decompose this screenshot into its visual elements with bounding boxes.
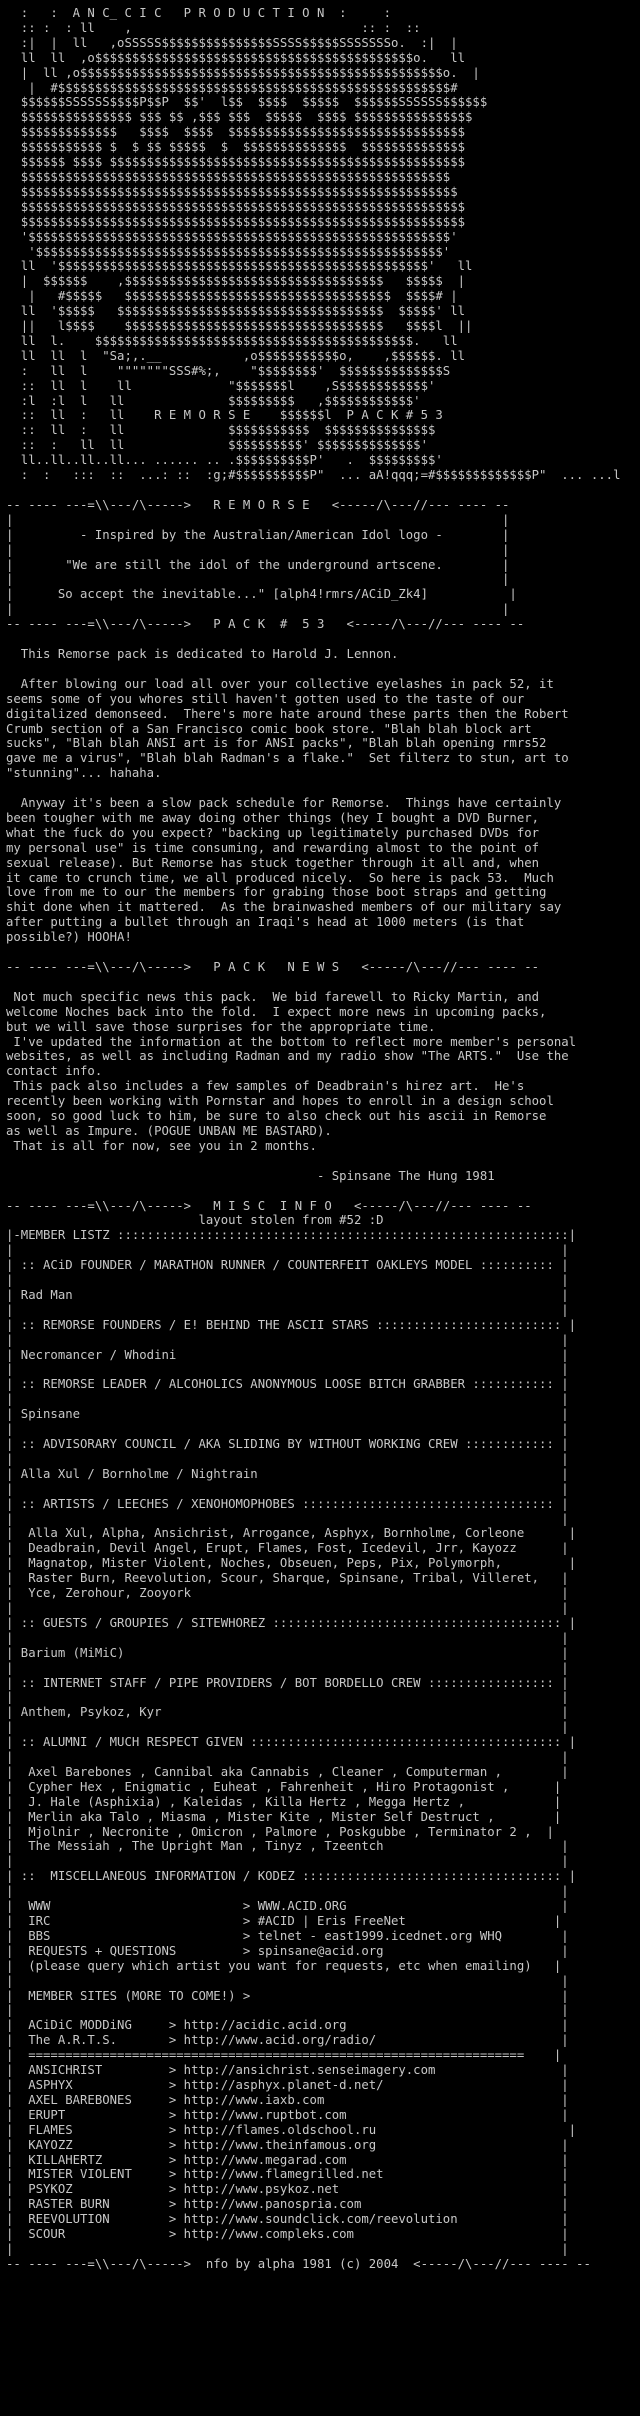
- nfo-line: | ACiDiC MODDiNG > http://acidic.acid.org |: [6, 2018, 569, 2033]
- nfo-line: | BBS > telnet - east1999.icednet.org WHQ |: [6, 1928, 569, 1943]
- nfo-line: Anyway it's been a slow pack schedule for Remorse. Things have certainly: [6, 796, 562, 811]
- nfo-line: sucks", "Blah blah ANSI art is for ANSI packs", "Blah blah opening rmrs52: [6, 736, 547, 751]
- nfo-line: | :: ARTISTS / LEECHES / XENOHOMOPHOBES :::::::::::::::::::::::::::::::::: |: [6, 1496, 569, 1511]
- nfo-line: | Spinsane |: [6, 1407, 569, 1422]
- nfo-line: That is all for now, see you in 2 months.: [6, 1138, 317, 1153]
- nfo-line: | RASTER BURN > http://www.panospria.com |: [6, 2197, 569, 2212]
- nfo-line: | FLAMES > http://flames.oldschool.ru |: [6, 2122, 577, 2137]
- nfo-line: ll ll ,o$$$$$$$$$$$$$$$$$$$$$$$$$$$$$$$$$$$$$$$$$$$o. ll: [6, 50, 466, 65]
- nfo-line: -- ---- ---=\\---/\-----> P A C K N E W S <-----/\---//--- ---- --: [6, 960, 540, 974]
- nfo-line: | |: [6, 1973, 569, 1988]
- nfo-line: shit done when it mattered. As the brainwashed members of our military say: [6, 900, 562, 915]
- nfo-line: | So accept the inevitable..." [alph4!rmrs/ACiD_Zk4] |: [6, 587, 517, 602]
- nfo-line: $$$$$$$$$$$$$$$$$$$$$$$$$$$$$$$$$$$$$$$$$$$$$$$$$$$$$$$$$$$$: [6, 199, 466, 214]
- nfo-line: || l$$$$ $$$$$$$$$$$$$$$$$$$$$$$$$$$$$$$$$$$ $$$$l ||: [6, 319, 473, 334]
- nfo-line: as well as Impure. (POGUE UNBAN ME BASTARD).: [6, 1123, 332, 1138]
- nfo-line: ll..ll..ll..ll... ...... .. .$$$$$$$$$$P' . $$$$$$$$$': [6, 453, 443, 468]
- nfo-line: | Axel Barebones , Cannibal aka Cannabis , Cleaner , Computerman , |: [6, 1764, 569, 1779]
- nfo-line: | The A.R.T.S. > http://www.acid.org/radio/ |: [6, 2033, 569, 2048]
- nfo-line: | #$$$$$ $$$$$$$$$$$$$$$$$$$$$$$$$$$$$$$$$$$$ $$$$# |: [6, 289, 458, 304]
- nfo-line: | |: [6, 1511, 569, 1526]
- nfo-line: :: ll : ll R E M O R S E $$$$$$l P A C K # 5 3: [6, 408, 443, 423]
- nfo-line: $$$$$$$$$$$$$ $$$$ $$$$ $$$$$$$$$$$$$$$$$$$$$$$$$$$$$$$$: [6, 125, 466, 140]
- nfo-line: | |: [6, 1273, 569, 1288]
- nfo-line: been tougher with me away doing other things (hey I bought a DVD Burner,: [6, 810, 540, 825]
- nfo-line: | |: [6, 1690, 569, 1705]
- nfo-line: -- ---- ---=\\---/\-----> P A C K # 5 3 <-----/\---//--- ---- --: [6, 617, 525, 632]
- nfo-line: it came to crunch time, we all produced nicely. So here is pack 53. Much: [6, 870, 554, 885]
- nfo-line: | KAYOZZ > http://www.theinfamous.org |: [6, 2137, 569, 2152]
- nfo-line: | REEVOLUTION > http://www.soundclick.com/reevolution |: [6, 2212, 569, 2227]
- nfo-line: This pack also includes a few samples of Deadbrain's hirez art. He's: [6, 1079, 525, 1094]
- nfo-line: | Mjolnir , Necronite , Omicron , Palmore , Poskgubbe , Terminator 2 , |: [6, 1824, 554, 1839]
- nfo-line: | Barium (MiMiC) |: [6, 1645, 569, 1660]
- nfo-line: '$$$$$$$$$$$$$$$$$$$$$$$$$$$$$$$$$$$$$$$$$$$$$$$$$$$$$$$': [6, 244, 451, 259]
- nfo-line: | WWW > WWW.ACID.ORG |: [6, 1899, 569, 1914]
- nfo-line: | "We are still the idol of the underground artscene. |: [6, 557, 510, 572]
- nfo-line: | Alla Xul, Alpha, Ansichrist, Arrogance, Asphyx, Bornholme, Corleone |: [6, 1526, 577, 1541]
- nfo-line: :: : ll ll $$$$$$$$$$' $$$$$$$$$$$$$$': [6, 438, 428, 453]
- nfo-line: | |: [6, 1302, 569, 1317]
- nfo-line: ll ll l "Sa;,.__ ,o$$$$$$$$$$$o, ,$$$$$$. ll: [6, 348, 466, 363]
- nfo-line: | ANSICHRIST > http://ansichrist.senseimagery.com |: [6, 2063, 569, 2078]
- nfo-line: | |: [6, 2003, 569, 2018]
- nfo-line: after putting a bullet through an Iraqi's head at 1000 meters (is that: [6, 915, 525, 930]
- nfo-line: | |: [6, 1600, 569, 1615]
- nfo-line: | :: GUESTS / GROUPIES / SITEWHOREZ ::::::::::::::::::::::::::::::::::::::: |: [6, 1615, 577, 1630]
- nfo-line: | |: [6, 542, 510, 557]
- nfo-line: :l :l l ll $$$$$$$$$ ,$$$$$$$$$$$$': [6, 393, 421, 408]
- nfo-line: :: ll l ll "$$$$$$$l ,S$$$$$$$$$$$$': [6, 378, 436, 393]
- nfo-line: | |: [6, 2241, 569, 2256]
- nfo-line: | :: ALUMNI / MUCH RESPECT GIVEN :::::::::::::::::::::::::::::::::::::::::: |: [6, 1735, 577, 1750]
- nfo-line: | AXEL BAREBONES > http://www.iaxb.com |: [6, 2092, 569, 2107]
- nfo-line: | IRC > #ACID | Eris FreeNet |: [6, 1914, 562, 1928]
- nfo-line: | MISTER VIOLENT > http://www.flamegrilled.net |: [6, 2167, 569, 2182]
- nfo-line: | $$$$$$ ,$$$$$$$$$$$$$$$$$$$$$$$$$$$$$$$$$$$ $$$$$ |: [6, 274, 466, 289]
- nfo-line: but we will save those surprises for the appropriate time.: [6, 1019, 436, 1034]
- nfo-line: $$$$$$$$$$$$$$$ $$$ $$ ,$$$ $$$ $$$$$ $$$$ $$$$$$$$$$$$$$$$: [6, 110, 473, 125]
- nfo-line: $$$$$$ $$$$ $$$$$$$$$$$$$$$$$$$$$$$$$$$$$$$$$$$$$$$$$$$$$$$$: [6, 155, 466, 170]
- nfo-line: | MEMBER SITES (MORE TO COME!) > |: [6, 1988, 569, 2003]
- nfo-line: | |: [6, 1750, 569, 1765]
- nfo-line: | The Messiah , The Upright Man , Tinyz , Tzeentch |: [6, 1839, 569, 1854]
- nfo-line: | |: [6, 1243, 569, 1258]
- nfo-line: | |: [6, 1422, 569, 1437]
- nfo-line: ll '$$$$$ $$$$$$$$$$$$$$$$$$$$$$$$$$$$$$$$$$$$ $$$$$' ll: [6, 304, 466, 319]
- nfo-line: | Merlin aka Talo , Miasma , Mister Kite , Mister Self Destruct , |: [6, 1809, 562, 1824]
- nfo-line: $$$$$$$$$$$$$$$$$$$$$$$$$$$$$$$$$$$$$$$$$$$$$$$$$$$$$$$$$$$$: [6, 214, 466, 229]
- nfo-line: | |: [6, 1720, 569, 1735]
- nfo-line: | |: [6, 1332, 569, 1347]
- nfo-line: | Cypher Hex , Enigmatic , Euheat , Fahrenheit , Hiro Protagonist , |: [6, 1779, 562, 1794]
- nfo-line: '$$$$$$$$$$$$$$$$$$$$$$$$$$$$$$$$$$$$$$$$$$$$$$$$$$$$$$$$$': [6, 229, 458, 244]
- nfo-line: | Deadbrain, Devil Angel, Erupt, Flames, Fost, Icedevil, Jrr, Kayozz |: [6, 1541, 569, 1556]
- nfo-line: I've updated the information at the bottom to reflect more member's personal: [6, 1034, 577, 1049]
- nfo-line: | SCOUR > http://www.compleks.com |: [6, 2227, 569, 2242]
- nfo-line: seems some of you whores still haven't gotten used to the taste of our: [6, 691, 525, 706]
- nfo-line: welcome Noches back into the fold. I expect more news in upcoming packs,: [6, 1004, 547, 1019]
- nfo-line: - Spinsane The Hung 1981: [6, 1168, 495, 1183]
- nfo-line: -- ---- ---=\\---/\-----> R E M O R S E <-----/\---//--- ---- --: [6, 497, 510, 512]
- nfo-line: After blowing our load all over your collective eyelashes in pack 52, it: [6, 676, 554, 691]
- nfo-line: | (please query which artist you want for requests, etc when emailing) |: [6, 1958, 562, 1973]
- nfo-line: | |: [6, 1630, 569, 1645]
- nfo-line: | |: [6, 512, 510, 527]
- nfo-line: $$$$$$$$$$$$$$$$$$$$$$$$$$$$$$$$$$$$$$$$$$$$$$$$$$$$$$$$$$$: [6, 184, 458, 199]
- nfo-line: | |: [6, 1660, 569, 1675]
- nfo-line: | :: ADVISORARY COUNCIL / AKA SLIDING BY WITHOUT WORKING CREW :::::::::::: |: [6, 1437, 569, 1451]
- nfo-line: what the fuck do you expect? "backing up legitimately purchased DVDs for: [6, 825, 540, 840]
- nfo-line: | :: MISCELLANEOUS INFORMATION / KODEZ ::::::::::::::::::::::::::::::::::: |: [6, 1869, 577, 1884]
- nfo-line: : : ::: :: ...: :: :g;#$$$$$$$$$$P" ... aA!qqq;=#$$$$$$$$$$$$$P" ... ...l: [6, 468, 621, 483]
- nfo-line: $$$$$$$$$$$$$$$$$$$$$$$$$$$$$$$$$$$$$$$$$$$$$$$$$$$$$$$$$$: [6, 169, 451, 184]
- nfo-line: | Raster Burn, Reevolution, Scour, Sharque, Spinsane, Tribal, Villeret, |: [6, 1571, 569, 1586]
- nfo-line: layout stolen from #52 :D: [6, 1213, 384, 1228]
- nfo-line: This Remorse pack is dedicated to Harold J. Lennon.: [6, 646, 399, 661]
- nfo-line: : ll l """""""SSS#%;, "$$$$$$$$' $$$$$$$$$$$$$$S: [6, 363, 451, 378]
- nfo-line: | Alla Xul / Bornholme / Nightrain |: [6, 1466, 569, 1481]
- nfo-line: | Anthem, Psykoz, Kyr |: [6, 1705, 569, 1720]
- nfo-line: | =================================================================== |: [6, 2048, 562, 2063]
- nfo-line: | |: [6, 1392, 569, 1407]
- nfo-line: my personal use" is time consuming, and rewarding almost to the point of: [6, 840, 540, 855]
- nfo-line: | ll ,o$$$$$$$$$$$$$$$$$$$$$$$$$$$$$$$$$$$$$$$$$$$$$$$$$o. |: [6, 65, 480, 80]
- nfo-line: | PSYKOZ > http://www.psykoz.net |: [6, 2182, 569, 2197]
- nfo-line: $$$$$$SSSSSS$$$$P$$P $$' l$$ $$$$ $$$$$ $$$$$$SSSSSS$$$$$$: [6, 95, 488, 110]
- nfo-line: |-MEMBER LISTZ :::::::::::::::::::::::::::::::::::::::::::::::::::::::::::::|: [6, 1228, 577, 1243]
- nfo-line: | J. Hale (Asphixia) , Kaleidas , Killa Hertz , Megga Hertz , |: [6, 1794, 562, 1809]
- nfo-line: Not much specific news this pack. We bid farewell to Ricky Martin, and: [6, 989, 540, 1004]
- nfo-line: recently been working with Pornstar and hopes to enroll in a design school: [6, 1094, 554, 1109]
- nfo-line: soon, so good luck to him, be sure to also check out his ascii in Remorse: [6, 1109, 547, 1124]
- nfo-line: | :: REMORSE LEADER / ALCOHOLICS ANONYMOUS LOOSE BITCH GRABBER ::::::::::: |: [6, 1377, 569, 1392]
- nfo-line: : : A N C_ C I C P R O D U C T I O N : :: [6, 6, 391, 20]
- nfo-line: sexual release). But Remorse has stuck together through it all and, when: [6, 855, 540, 870]
- nfo-line: | |: [6, 1884, 569, 1899]
- nfo-line: digitalized demonseed. There's more hate around these parts then the Robert: [6, 706, 569, 721]
- nfo-line: -- ---- ---=\\---/\-----> nfo by alpha 1981 (c) 2004 <-----/\---//--- ---- --: [6, 2256, 591, 2271]
- nfo-line: | ASPHYX > http://asphyx.planet-d.net/ |: [6, 2077, 569, 2092]
- nfo-line: | :: REMORSE FOUNDERS / E! BEHIND THE ASCII STARS ::::::::::::::::::::::::: |: [6, 1317, 577, 1332]
- nfo-line: | Necromancer / Whodini |: [6, 1347, 569, 1362]
- nfo-line: | Rad Man |: [6, 1287, 569, 1302]
- nfo-line: | ERUPT > http://www.ruptbot.com |: [6, 2107, 569, 2122]
- nfo-line: | |: [6, 1854, 569, 1869]
- nfo-line: | |: [6, 572, 510, 587]
- nfo-line: | #$$$$$$$$$$$$$$$$$$$$$$$$$$$$$$$$$$$$$$$$$$$$$$$$$$$$$#: [6, 80, 458, 95]
- nfo-line: | REQUESTS + QUESTIONS > spinsane@acid.org |: [6, 1943, 569, 1958]
- nfo-line: websites, as well as including Radman and my radio show "The ARTS." Use the: [6, 1049, 569, 1064]
- nfo-line: | Magnatop, Mister Violent, Noches, Obseuen, Peps, Pix, Polymorph, |: [6, 1556, 577, 1571]
- nfo-line: :: ll : ll $$$$$$$$$$$ $$$$$$$$$$$$$$$: [6, 423, 436, 438]
- nfo-line: love from me to our the members for grabing those boot straps and getting: [6, 885, 547, 900]
- nfo-line: ll '$$$$$$$$$$$$$$$$$$$$$$$$$$$$$$$$$$$$$$$$$$$$$$$$$$' ll: [6, 259, 473, 274]
- nfo-line: | :: ACiD FOUNDER / MARATHON RUNNER / COUNTERFEIT OAKLEYS MODEL :::::::::: |: [6, 1258, 569, 1273]
- nfo-line: | |: [6, 602, 510, 617]
- nfo-line: | - Inspired by the Australian/American Idol logo - |: [6, 527, 510, 542]
- nfo-line: | Yce, Zerohour, Zooyork |: [6, 1586, 569, 1601]
- nfo-line: -- ---- ---=\\---/\-----> M I S C I N F O <-----/\---//--- ---- --: [6, 1198, 532, 1213]
- nfo-line: | :: INTERNET STAFF / PIPE PROVIDERS / BOT BORDELLO CREW ::::::::::::::::: |: [6, 1675, 569, 1690]
- nfo-line: | |: [6, 1481, 569, 1496]
- nfo-line: contact info.: [6, 1064, 103, 1079]
- nfo-line: $$$$$$$$$$$ $ $ $$ $$$$$ $ $$$$$$$$$$$$$$ $$$$$$$$$$$$$$: [6, 140, 466, 155]
- nfo-line: :| | ll ,oSSSSS$$$$$$$$$$$$$$$SSSS$$$$$SSSSSSSo. :| |: [6, 35, 458, 50]
- nfo-line: | KILLAHERTZ > http://www.megarad.com |: [6, 2152, 569, 2167]
- nfo-line: | |: [6, 1362, 569, 1377]
- nfo-line: | |: [6, 1451, 569, 1466]
- nfo-line: :: : : ll , :: : ::: [6, 20, 421, 35]
- nfo-line: Crumb section of a San Francisco comic book store. "Blah blah block art: [6, 721, 532, 736]
- nfo-line: "stunning"... hahaha.: [6, 766, 162, 781]
- nfo-line: possible?) HOOHA!: [6, 930, 132, 945]
- nfo-line: gave me a virus", "Blah blah Radman's a flake." Set filterz to stun, art to: [6, 751, 569, 766]
- nfo-line: ll l. $$$$$$$$$$$$$$$$$$$$$$$$$$$$$$$$$$$$$$$$$$$. ll: [6, 333, 458, 348]
